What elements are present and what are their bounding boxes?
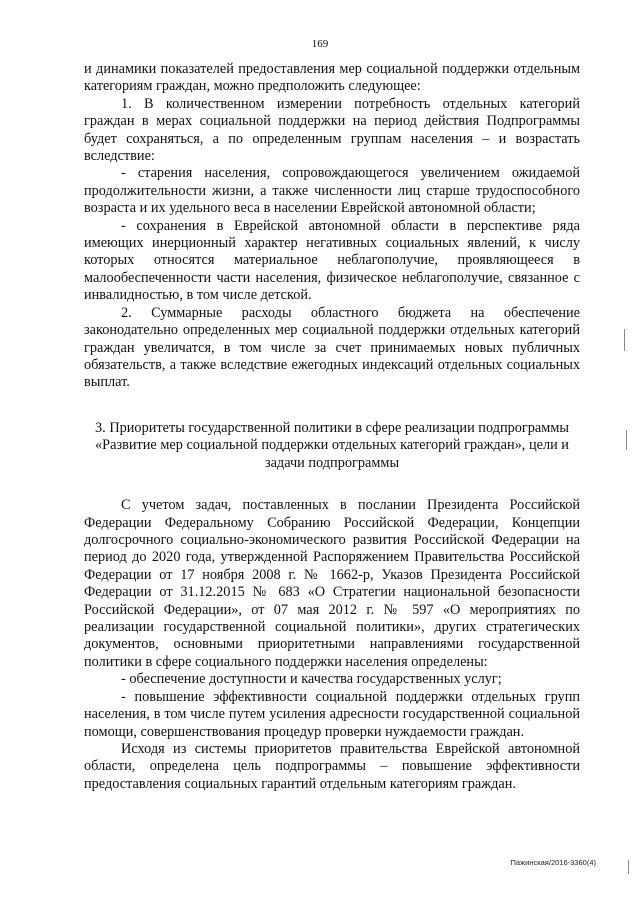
scan-margin-mark: [626, 430, 627, 450]
reason-list-item-aging: - старения населения, сопровождающегося увеличением ожидаемой продолжительности жизни, а также численности лиц старше трудоспособного возраста и их удельного веса в населении Еврейской автономной области;: [84, 165, 580, 217]
forecast-paragraph-2: 2. Суммарные расходы областного бюджета на обеспечение законодательно определенных мер социальной поддержки отдельных категорий граждан увеличатся, в том числе за счет принимаемых новых публичных обязательств, а также вследствие ежегодных индексаций отдельных социальных выплат.: [84, 304, 580, 391]
priorities-paragraph: С учетом задач, поставленных в послании Президента Российской Федерации Федеральному Собранию Российской Федерации, Концепции долгосрочного социально-экономического развития Российской Федерации на период до 2020 года, утвержденной Распоряжением Правительства Российской Федерации от 17 ноября 2008 г. № 1662-р, Указов Президента Российской Федерации от 31.12.2015 № 683 «О Стратегии национальной безопасности Российской Федерации», от 07 мая 2012 г. № 597 «О мероприятиях по реализации государственной социальной политики», других стратегических документов, основными приоритетными направлениями государственной политики в сфере социального поддержки населения определены:: [84, 497, 580, 670]
section-heading: 3. Приоритеты государственной политики в сфере реализации подпрограммы «Развитие мер социальной поддержки отдельных категорий граждан», цели и задачи подпрограммы: [95, 420, 569, 471]
priority-list-item-efficiency: - повышение эффективности социальной поддержки отдельных групп населения, в том числе путем усиления адресности государственной социальной помощи, совершенствования процедур проверки нуждаемости граждан.: [84, 688, 580, 740]
priority-list-item-accessibility: - обеспечение доступности и качества государственных услуг;: [121, 671, 502, 688]
forecast-paragraph-1: 1. В количественном измерении потребность отдельных категорий граждан в мерах социальной поддержки на период действия Подпрограммы будет сохраняться, а по определенным группам населения – и возрастать вследствие:: [84, 95, 580, 165]
scan-margin-mark: [624, 329, 625, 351]
goal-paragraph: Исходя из системы приоритетов правительства Еврейской автономной области, определена цель подпрограммы – повышение эффективности предоставления социальных гарантий отдельным категориям граждан.: [84, 740, 580, 792]
intro-text-block: [84, 61, 580, 392]
reason-list-item-negative-phenomena: - сохранения в Еврейской автономной области в перспективе ряда имеющих инерционный характер негативных социальных явлений, к числу которых относятся материальное неблагополучие, проявляющееся в малообеспеченности части населения, физическое неблагополучие, связанное с инвалидностью, в том числе детской.: [84, 217, 580, 304]
section-priorities: [84, 420, 580, 793]
intro-paragraph: и динамики показателей предоставления мер социальной поддержки отдельным категориям граждан, можно предположить следующее:: [84, 61, 580, 95]
document-code-footer: Пажинская/2016-3360(4): [510, 858, 596, 867]
page-number: 169: [311, 38, 329, 50]
scan-margin-mark: [628, 860, 629, 874]
